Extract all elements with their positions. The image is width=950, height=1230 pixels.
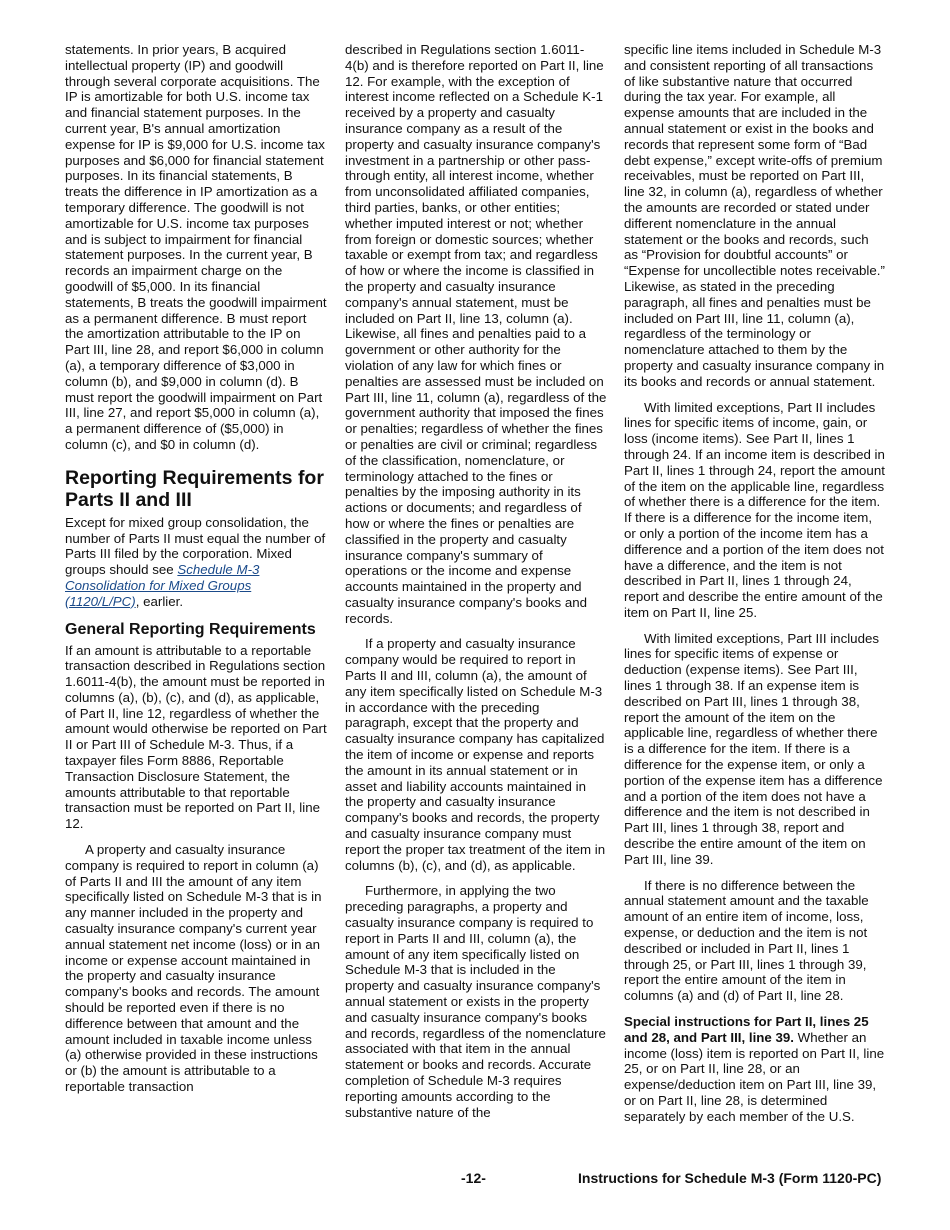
mixed-groups-text-end: , earlier. [135,593,184,609]
paragraph-column-a-reporting: A property and casualty insurance company is required to report in column (a) of Parts II and III the amount of any item specifically listed on Schedule M-3 that is in any manner included in the property and casualty insurance company's current year annual statement net income (loss) or in an income or expense account maintained in the property and casualty insurance company's books and records. The amount should be reported even if there is no difference between that amount and the amount included in taxable income unless (a) otherwise provided in these instructions or (b) the amount is attributable to a reportable transaction [65,842,322,1095]
paragraph-bad-debt-example: specific line items included in Schedule M-3 and consistent reporting of all transactions of like substantive nature that occurred during the tax year. For example, all expense amounts that are included in the annual statement or exist in the books and records that represent some form of “Bad debt expense,” except write-offs of premium receivables, must be reported on Part III, line 32, in column (a), regardless of whether the amounts are recorded or stated under different nomenclature in the annual statement or the books and records, such as “Provision for doubtful accounts” or “Expense for uncollectible notes receivable.” Likewise, as stated in the preceding paragraph, all fines and penalties must be included on Part III, line 11, column (a), regardless of the terminology or nomenclature attached to them by the property and casualty insurance company in its books and records or annual statement. [624,42,885,389]
column-1 [65,42,327,1105]
page-number: -12- [461,1170,486,1186]
heading-general-reporting: General Reporting Requirements [65,620,316,638]
heading-reporting-requirements: Reporting Requirements for Parts II and III [65,466,324,511]
column-3 [624,42,886,1135]
paragraph-capitalized-items: If a property and casualty insurance company would be required to report in Parts II and III, column (a), the amount of any item specifically listed on Schedule M-3 in accordance with the preceding paragraph, except that the property and casualty insurance company has capitalized the item of income or expense and reports the amount in its annual statement or in asset and liability accounts maintained in the property and casualty insurance company's books and records, the property and casualty insurance company must report the proper tax treatment of the item in columns (b), (c), and (d), as applicable. [345,636,606,873]
paragraph-reportable-transaction: If an amount is attributable to a reportable transaction described in Regulations section 1.6011-4(b), the amount must be reported in columns (a), (b), (c), and (d), as applicable, of Part II, line 12, regardless of whether the amount would otherwise be reported on Part II or Part III of Schedule M-3. Thus, if a taxpayer files Form 8886, Reportable Transaction Disclosure Statement, the amounts attributable to that reportable transaction must be reported on Part II, line 12. [65,642,327,832]
paragraph-part-ii-income-items: With limited exceptions, Part II includes lines for specific items of income, gain, or loss (income items). See Part II, lines 1 through 24. If an income item is described in Part II, lines 1 through 24, report the amount of the item on the applicable line, regardless of whether there is a difference for the item. If there is a difference for the income item, or only a portion of the income item has a difference and a portion of the item does not have a difference, and the item is not described in Part II, lines 1 through 24, report and describe the entire amount of the item on Part II, line 25. [624,399,885,620]
form-title: Instructions for Schedule M-3 (Form 1120-PC) [578,1170,882,1186]
paragraph-no-difference: If there is no difference between the annual statement amount and the taxable amount of an entire item of income, loss, expense, or deduction and the item is not described or included in Part II, lines 1 through 25, or Part III, lines 1 through 39, report the entire amount of the item in columns (a) and (d) of Part II, line 28. [624,877,869,1004]
special-instructions-text: Whether an income (loss) item is reported on Part II, line 25, or on Part II, line 28, or an expense/deduction item on Part III, line 39, or on Part II, line 28, is determined separately by each member of the U.S. [624,1029,885,1124]
special-instructions-heading: Special instructions for Part II, lines 25 and 28, and Part III, line 39. [624,1014,869,1045]
paragraph-ip-goodwill-example: statements. In prior years, B acquired intellectual property (IP) and goodwill through several corporate acquisitions. The IP is amortizable for both U.S. income tax and financial statement purposes. In the current year, B's annual amortization expense for IP is $9,000 for U.S. income tax purposes and $6,000 for financial statement purposes. In its financial statements, B treats the difference in IP amortization as a temporary difference. The goodwill is not amortizable for U.S. income tax purposes and is subject to impairment for financial statement purposes. In the current year, B records an impairment charge on the goodwill of $5,000. In its financial statements, B treats the goodwill impairment as a permanent difference. B must report the amortization attributable to the IP on Part III, line 28, and report $6,000 in column (a), a temporary difference of $3,000 in column (b), and $9,000 in column (d). B must report the goodwill impairment on Part III, line 27, and report $5,000 in column (a), a permanent difference of ($5,000) in column (c), and $0 in column (d). [65,42,327,452]
mixed-groups-text-start: Except for mixed group consolidation, the number of Parts II must equal the number of Parts III filed by the corporation. Mixed groups should see [65,514,326,578]
column-2 [345,42,607,1130]
paragraph-mixed-groups [65,515,327,610]
link-mixed-groups[interactable]: Schedule M-3 Consolidation for Mixed Groups (1120/L/PC) [65,562,260,609]
paragraph-part-iii-expense-items: With limited exceptions, Part III includes lines for specific items of expense or deduction (expense items). See Part III, lines 1 through 38. If an expense item is described on Part III, lines 1 through 38, report the amount of the item on the applicable line, regardless of whether there is a difference for the item. If there is a difference for the expense item, or only a portion of the expense item has a difference and a portion of the item does not have a difference and the item is not described in Part III, lines 1 through 38, report and describe the entire amount of the item on Part III, line 39. [624,630,883,867]
paragraph-special-instructions [624,1014,886,1125]
paragraph-nomenclature: Furthermore, in applying the two preceding paragraphs, a property and casualty insurance company is required to report in Parts II and III, column (a), the amount of any item specifically listed on Schedule M-3 that is included in the property and casualty insurance company's annual statement or exists in the property and casualty insurance company's books and records, regardless of the nomenclature associated with that item in the annual statement or books and records. Accurate completion of Schedule M-3 requires reporting amounts according to the substantive nature of the [345,883,606,1120]
paragraph-interest-fines-example: described in Regulations section 1.6011-4(b) and is therefore reported on Part II, line 12. For example, with the exception of interest income reflected on a Schedule K-1 received by a property and casualty insurance company as a result of the property and casualty insurance company's investment in a partnership or other pass-through entity, all interest income, whether from unconsolidated affiliated companies, third parties, banks, or other entities; whether imputed interest or not; whether from foreign or domestic sources; whether taxable or exempt from tax; and regardless of how or where the income is classified in the property and casualty insurance company's annual statement, must be included on Part II, line 13, column (a). Likewise, all fines and penalties paid to a government or other authority for the violation of any law for which fines or penalties are assessed must be included on Part III, line 11, column (a), regardless of the government authority that imposed the fines or penalties; regardless of whether the fines or penalties are civil or criminal; regardless of the classification, nomenclature, or terminology attached to the fines or penalties by the imposing authority in its actions or documents; and regardless of how or where the fines or penalties are classified in the property and casualty insurance company's summary of operations or the income and expense accounts maintained in the property and casualty insurance company's books and records. [345,42,607,626]
